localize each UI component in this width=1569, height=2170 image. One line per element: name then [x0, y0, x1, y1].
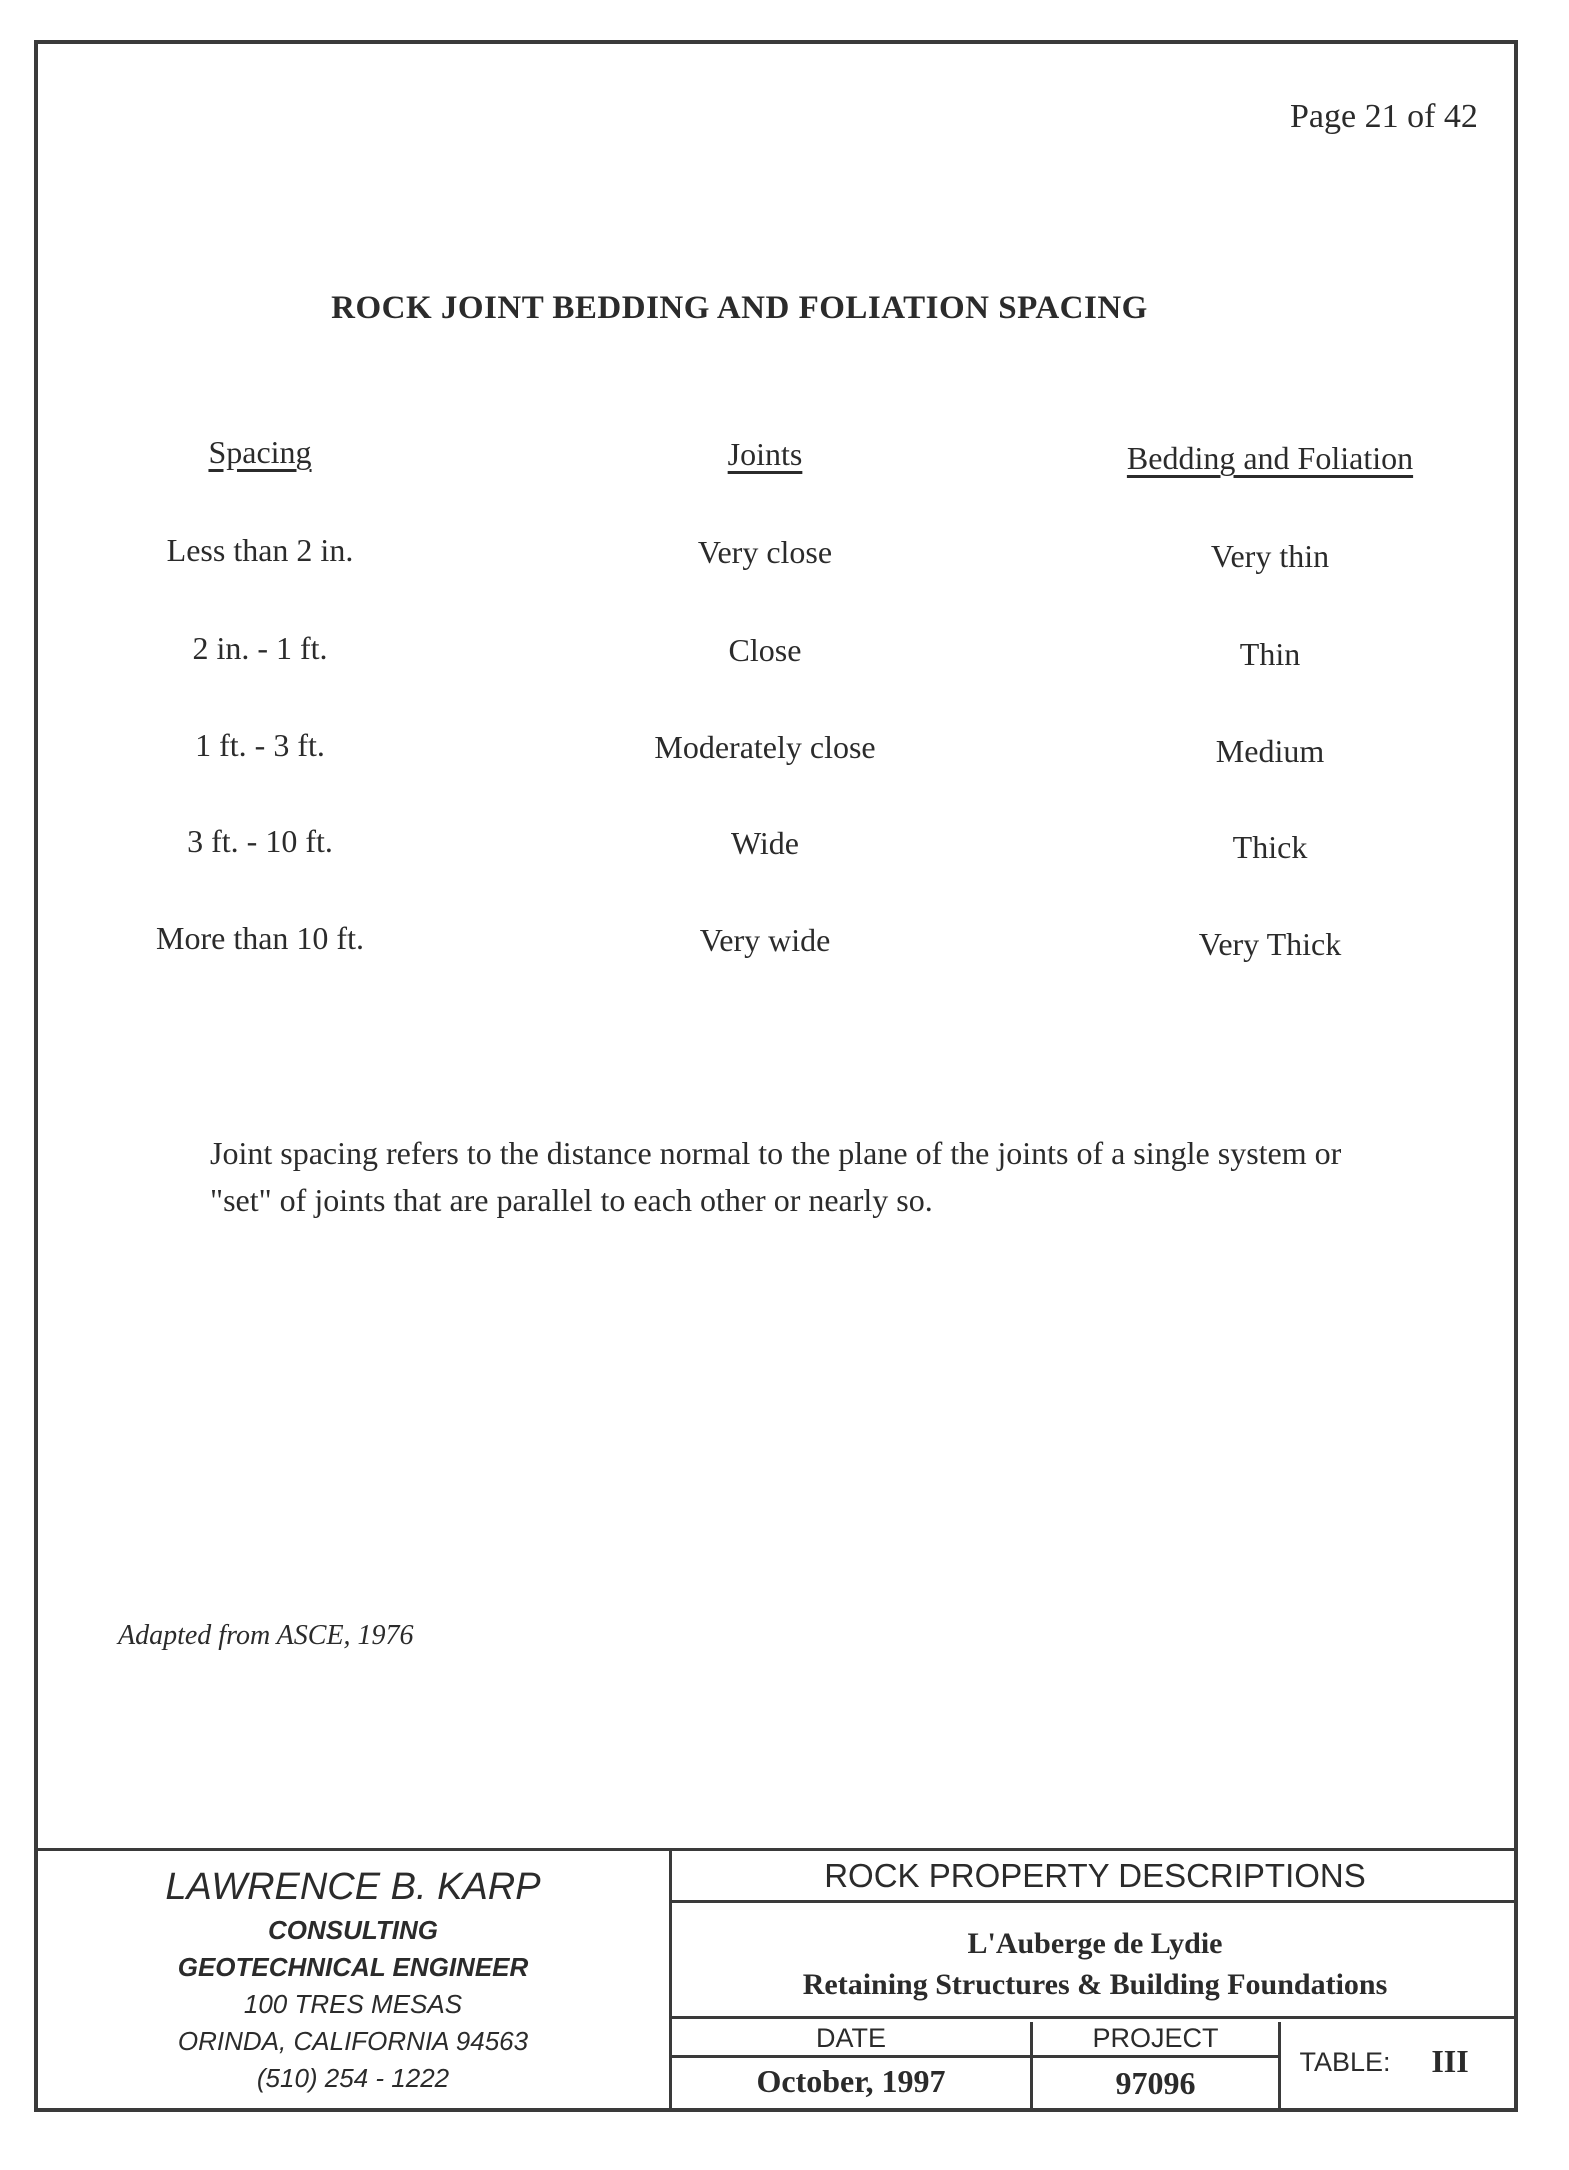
header-bedding-foliation: Bedding and Foliation [1126, 440, 1414, 476]
project-subtitle: Retaining Structures & Building Foundations [802, 1968, 1388, 2001]
spacing-cell: More than 10 ft. [156, 920, 364, 956]
bedding-cell: Very thin [1210, 538, 1330, 574]
date-value: October, 1997 [756, 2063, 946, 2099]
spacing-cell: 2 in. - 1 ft. [192, 630, 328, 666]
document-title: ROCK JOINT BEDDING AND FOLIATION SPACING [331, 290, 1148, 326]
project-number: 97096 [1115, 2065, 1196, 2101]
bedding-cell: Thin [1239, 636, 1301, 672]
spacing-cell: 1 ft. - 3 ft. [195, 727, 325, 763]
date-label: DATE [815, 2023, 886, 2053]
project-description [672, 1903, 1518, 2019]
project-name: L'Auberge de Lydie [967, 1927, 1223, 1960]
spacing-cell: Less than 2 in. [166, 532, 354, 568]
firm-type: CONSULTING [268, 1915, 438, 1945]
joints-cell: Very wide [699, 922, 831, 958]
joints-cell: Moderately close [654, 729, 876, 765]
project-label: PROJECT [1092, 2023, 1219, 2053]
joints-cell: Close [728, 632, 802, 668]
firm-role: GEOTECHNICAL ENGINEER [177, 1952, 529, 1982]
bedding-cell: Medium [1215, 733, 1325, 769]
bedding-cell: Very Thick [1198, 926, 1342, 962]
firm-info [38, 1858, 668, 2097]
source-citation: Adapted from ASCE, 1976 [118, 1620, 414, 1651]
cell-divider [1278, 2022, 1281, 2112]
spacing-cell: 3 ft. - 10 ft. [187, 823, 333, 859]
table-number: III [1431, 2043, 1469, 2079]
firm-address-line2: ORINDA, CALIFORNIA 94563 [177, 2026, 529, 2056]
firm-name: LAWRENCE B. KARP [165, 1866, 541, 1908]
page-number: Page 21 of 42 [1290, 98, 1478, 135]
table-label: TABLE: [1299, 2047, 1391, 2077]
sheet-title: ROCK PROPERTY DESCRIPTIONS [672, 1852, 1518, 1903]
header-spacing: Spacing [208, 434, 312, 470]
firm-address-line1: 100 TRES MESAS [243, 1989, 463, 2019]
header-joints: Joints [727, 436, 803, 472]
firm-phone: (510) 254 - 1222 [256, 2063, 450, 2093]
page-border [34, 40, 1518, 2112]
joints-cell: Wide [730, 825, 799, 861]
joints-cell: Very close [697, 534, 833, 570]
bedding-cell: Thick [1232, 829, 1308, 865]
definition-note: Joint spacing refers to the distance normal to the plane of the joints of a single system or "set" of joints that are parallel to each other or nearly so. [210, 1135, 1342, 1218]
